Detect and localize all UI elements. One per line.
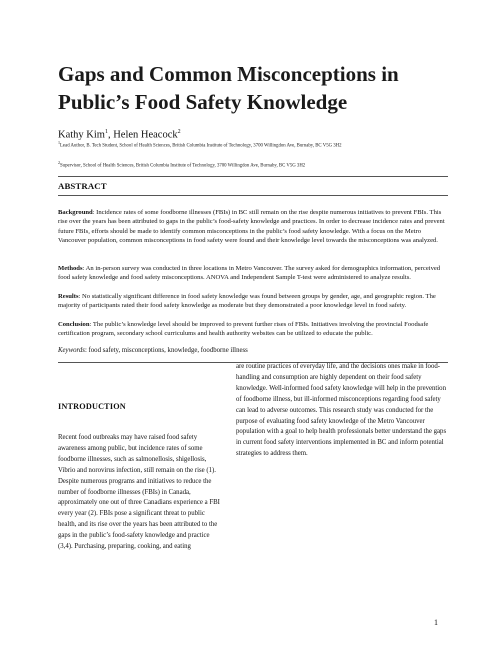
introduction-left-paragraph: Recent food outbreaks may have raised food safety awareness among public, but incidence rates of some foodborne illnesses, such as salmonellosis, shigellosis, Vibrio and norovirus infection, still remain on the rise (1). Despite numerous programs and initiatives to reduce the number of foodborne illnesses (FBIs) in Canada, approximately one out of three Canadians experience a FBI every year (2). FBIs pose a significant threat to public health, and its rise over the years has been attributed to the gaps in the public’s food-safety knowledge and practice (3,4). Purchasing, preparing, cooking, and eating [58,434,220,551]
right-column [236,362,448,460]
background-label: Background [58,209,93,216]
keywords-text: : food safety, misconceptions, knowledge, foodborne illness [84,347,248,354]
keywords-label: Keywords [58,347,85,354]
conclusion-label: Conclusion [58,321,90,328]
background-text: : Incidence rates of some foodborne illnesses (FBIs) in BC still remain on the rise despite numerous initiatives to prevent FBIs. This rise over the years has been attributed to gaps in the public’s food-safety knowledge and practices. In order to decrease incidence rates and prevent future FBIs, efforts should be made to identify common misconceptions in the public’s food safety knowledge. With a focus on the Metro Vancouver population, common misconceptions in food safety were found and their knowledge level towards the misconceptions was analyzed. [58,209,445,245]
left-column [58,402,220,553]
paper-title: Gaps and Common Misconceptions in Public’s Food Safety Knowledge [58,62,399,114]
results-text: : No statistically significant difference in food safety knowledge was found between groups by gender, age, and geographic region. The majority of participants rated their food safety knowledge as moderate but they demonstrated a poor knowledge level in food safety. [58,293,436,310]
introduction-right-paragraph: are routine practices of everyday life, and the decisions ones make in food-handling and consumption are highly dependent on their food safety knowledge. Well-informed food safety knowledge will help in the prevention of foodborne illness, but ill-informed misconceptions regarding food safety can lead to adverse outcomes. This research study was conducted for the purpose of evaluating food safety knowledge of the Metro Vancouver population with a goal to help health professionals better understand the gaps in current food safety interventions implemented in BC and inform potential strategies to address them. [236,363,447,458]
affiliation-2 [58,159,448,171]
abstract-conclusion [58,320,448,339]
author-2: Helen Heacock [113,129,178,141]
author-1: Kathy Kim [58,129,105,141]
methods-label: Methods [58,265,83,272]
author-1-mark: 1 [104,129,108,135]
affiliation-1-mark: 1 [58,140,60,145]
page-number: 1 [434,618,438,627]
author-2-mark: 2 [177,129,181,135]
results-label: Results [58,293,79,300]
conclusion-text: : The public’s knowledge level should be improved to prevent further rises of FBIs. Initiatives involving the provincial Foodsafe certification program, secondary school curriculums and health authority websites can be utilized to educate the public. [58,321,429,338]
abstract-background [58,208,448,246]
author-separator: , [107,129,114,141]
affiliation-2-text: Supervisor, School of Health Sciences, British Columbia Institute of Technology, 3700 Willingdon Ave, Burnaby, BC V5G 3H2 [60,163,306,169]
abstract-results [58,292,448,311]
keywords-line [58,346,448,355]
introduction-heading: INTRODUCTION [58,402,126,411]
affiliation-1-text: Lead Author, B. Tech Student, School of Health Sciences, British Columbia Institute of Technology, 3700 Willingdon Ave, Burnaby, BC V5G 3H2 [60,143,342,149]
abstract-heading-rule [58,195,448,196]
abstract-heading: ABSTRACT [58,181,107,191]
abstract-methods [58,264,448,283]
methods-text: : An in-person survey was conducted in three locations in Metro Vancouver. The survey asked for demographics information, perceived food safety knowledge and food safety misconceptions. ANOVA and Independent Sample T-test were administered to analyze results. [58,265,441,282]
abstract-top-rule [58,176,448,177]
affiliation-2-mark: 2 [58,160,60,165]
affiliation-1 [58,139,448,151]
